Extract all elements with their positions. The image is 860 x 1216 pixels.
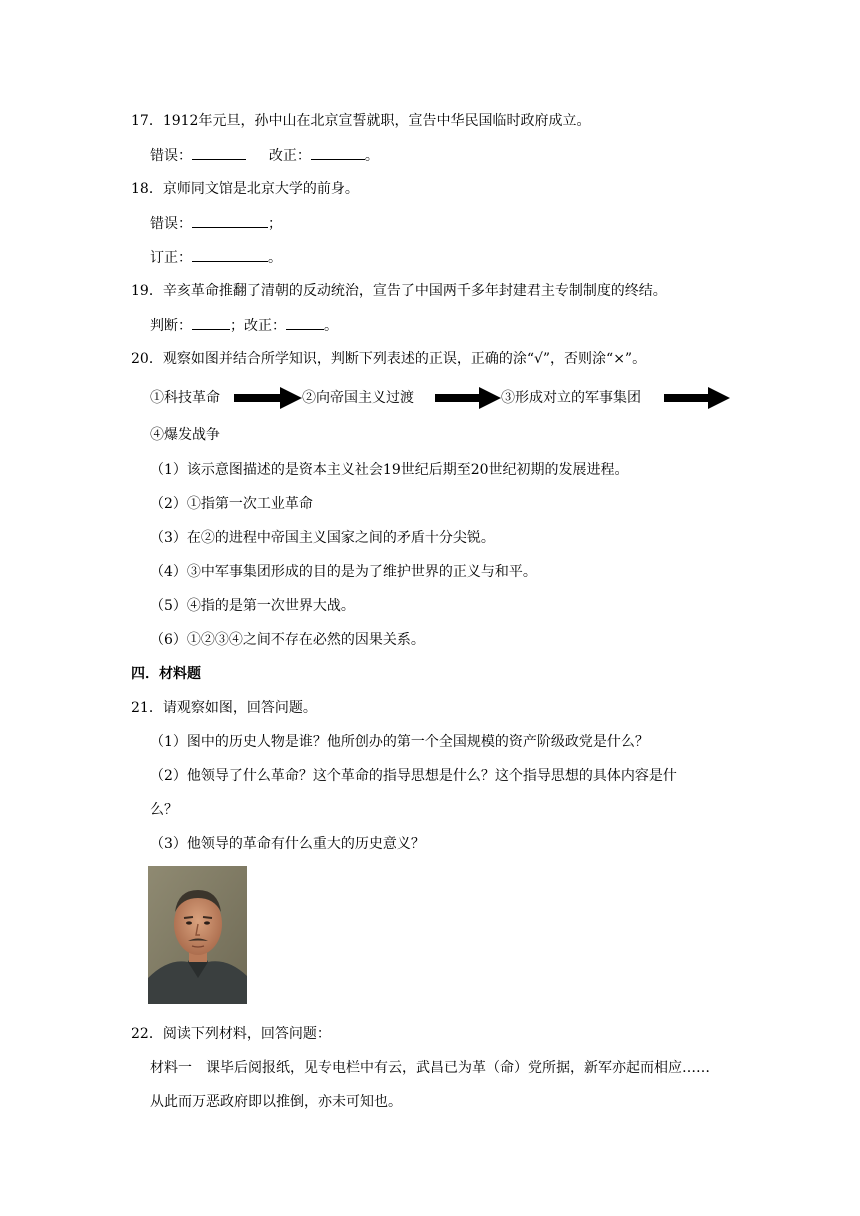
q17-stem: 17．1912年元旦，孙中山在北京宣誓就职，宣告中华民国临时政府成立。: [131, 113, 591, 129]
flow-arrow-2-icon: [435, 387, 501, 409]
q17-error-label: 错误：: [150, 148, 192, 164]
q17-error-blank[interactable]: [192, 145, 246, 160]
q18-fix-line: 订正： 。: [150, 247, 282, 268]
q19-judge-label: 判断：: [150, 318, 192, 334]
q20-item-5: （5）④指的是第一次世界大战。: [150, 598, 355, 614]
q20-item-1: （1）该示意图描述的是资本主义社会19世纪后期至20世纪初期的发展进程。: [150, 462, 629, 478]
q18-stem: 18．京师同文馆是北京大学的前身。: [131, 181, 359, 197]
q22-material-1-line-2: 从此而万恶政府即以推倒，亦未可知也。: [150, 1094, 402, 1110]
q19-correct-blank[interactable]: [286, 315, 324, 330]
q18-fix-blank[interactable]: [192, 247, 268, 262]
q18-error-line: 错误： ；: [150, 213, 282, 234]
q19-stem: 19．辛亥革命推翻了清朝的反动统治，宣告了中国两千多年封建君主专制制度的终结。: [131, 283, 667, 299]
q17-answer-line: 错误： 改正： 。: [150, 145, 379, 166]
q21-item-2-cont: 么？: [150, 802, 178, 818]
section-4-title: 四．材料题: [131, 666, 201, 682]
q17-correct-blank[interactable]: [311, 145, 365, 160]
q21-item-3: （3）他领导的革命有什么重大的历史意义？: [150, 836, 425, 852]
q18-error-blank[interactable]: [192, 213, 268, 228]
q17-correct-label: 改正：: [268, 148, 311, 164]
q22-stem: 22．阅读下列材料，回答问题：: [131, 1026, 331, 1042]
q20-item-4: （4）③中军事集团形成的目的是为了维护世界的正义与和平。: [150, 564, 537, 580]
flow-step-2: ②向帝国主义过渡: [302, 390, 414, 406]
q20-stem: 20．观察如图并结合所学知识，判断下列表述的正误，正确的涂“√”，否则涂“×”。: [131, 351, 647, 367]
flow-step-3: ③形成对立的军事集团: [501, 390, 641, 406]
q21-item-2: （2）他领导了什么革命？这个革命的指导思想是什么？这个指导思想的具体内容是什: [150, 768, 677, 784]
q19-answer-line: 判断： ；改正： 。: [150, 315, 338, 336]
q18-error-label: 错误：: [150, 216, 192, 232]
q20-item-2: （2）①指第一次工业革命: [150, 496, 313, 512]
q20-item-6: （6）①②③④之间不存在必然的因果关系。: [150, 632, 425, 648]
q20-item-3: （3）在②的进程中帝国主义国家之间的矛盾十分尖锐。: [150, 530, 495, 546]
q22-material-1-line-1: 材料一 课毕后阅报纸，见专电栏中有云，武昌已为革（命）党所据，新军亦起而相应……: [150, 1060, 710, 1076]
q21-item-1: （1）图中的历史人物是谁？他所创办的第一个全国规模的资产阶级政党是什么？: [150, 734, 649, 750]
portrait-image: [148, 866, 247, 1004]
flow-step-1: ①科技革命: [150, 390, 220, 406]
q20-flow-diagram: [148, 384, 748, 412]
flow-step-4: ④爆发战争: [150, 427, 220, 443]
q21-stem: 21．请观察如图，回答问题。: [131, 700, 317, 716]
flow-arrow-1-icon: [234, 387, 302, 409]
flow-arrow-3-icon: [664, 387, 730, 409]
q19-judge-blank[interactable]: [192, 315, 230, 330]
q18-fix-label: 订正：: [150, 250, 192, 266]
